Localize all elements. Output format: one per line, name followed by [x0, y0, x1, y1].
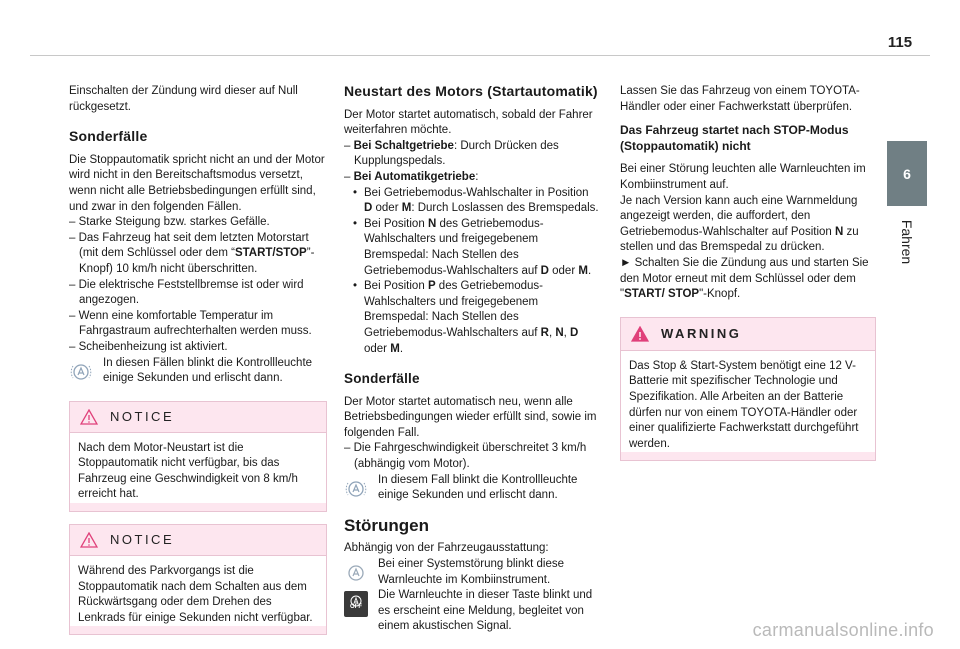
auto-stop-fault-lamp-icon — [344, 561, 368, 585]
auto-stop-warning-lamp-icon — [344, 477, 368, 501]
fault-button-text: Die Warnleuchte in dieser Taste blinkt und es erscheint eine Meldung, begleitet von einem akustischen Signal. — [378, 589, 593, 633]
notice-header — [70, 402, 326, 433]
notice-header — [70, 525, 326, 556]
column-right — [620, 84, 876, 473]
warning-text: Das Stop & Start-System benötigt eine 12 V-Batterie mit spezifischer Technologie und Spezifikation. Alle Arbeiten an der Batterie dürfen nur von einem TOYOTA-Händler oder einer qualifizierte Fachwerkstatt durchgeführt werden. — [629, 359, 859, 450]
list-item: – Die Fahrgeschwindigkeit überschreitet 3 km/h (abhängig vom Motor). — [344, 442, 587, 471]
list-item: – Die elektrische Feststellbremse ist oder wird angezogen. — [69, 278, 304, 307]
heading-stoerungen: Störungen — [344, 515, 429, 535]
notice-body — [70, 556, 326, 626]
list-item: – Wenn eine komfortable Temperatur im Fahrgastraum aufrechterhalten werden muss. — [69, 309, 312, 338]
chapter-tab[interactable]: 6 — [887, 141, 927, 206]
notice-text: Nach dem Motor-Neustart ist die Stoppautomatik nicht verfügbar, bis das Fahrzeug eine Geschwindigkeit von 8 km/h erreicht hat. — [78, 441, 298, 501]
intro-text: Einschalten der Zündung wird dieser auf Null rückgesetzt. — [69, 85, 298, 113]
list-item: – Bei Schaltgetriebe: Durch Drücken des Kupplungspedals. — [344, 139, 559, 168]
warning-box — [620, 317, 876, 462]
notice-text: Während des Parkvorgangs ist die Stoppautomatik nach dem Schalten aus dem Rückwärtsgang oder dem Drehen des Lenkrads für einige Sekunden nicht verfügbar. — [78, 565, 313, 624]
list-item: – Scheibenheizung ist aktiviert. — [69, 340, 228, 353]
auto-stop-warning-lamp-icon — [69, 360, 93, 384]
lamp-note — [344, 473, 600, 504]
page-number: 115 — [887, 34, 913, 51]
heading-sonderfaelle: Sonderfälle — [69, 128, 148, 145]
stop-start-off-button-icon: OFF — [344, 591, 368, 617]
column-middle — [344, 84, 600, 635]
warning-triangle-icon — [631, 326, 649, 342]
warning-triangle-icon — [80, 532, 98, 548]
warning-header — [621, 318, 875, 351]
list-item: • Bei Position P des Getriebemodus-Wahlschalters und freigegebenem Bremspedal: Nach Stellen des Getriebemodus-Wahlschalters auf R, N, D oder M. — [344, 279, 600, 357]
fault-lamp-text: Bei einer Systemstörung blinkt diese Warnleuchte im Kombiinstrument. — [378, 558, 565, 586]
warning-label: WARNING — [661, 325, 742, 341]
list-item: – Das Fahrzeug hat seit dem letzten Motorstart (mit dem Schlüssel oder dem “START/STOP”-Knopf) 10 km/h nicht überschritten. — [69, 231, 315, 275]
paragraph: Der Motor startet automatisch neu, wenn alle Betriebsbedingungen wieder erfüllt sind, sowie im folgenden Fall. — [344, 395, 597, 439]
fault-button-note — [344, 588, 600, 635]
chapter-title: Fahren — [899, 219, 916, 265]
notice-box-2 — [69, 524, 327, 635]
lamp-note-text: In diesen Fällen blinkt die Kontrollleuchte einige Sekunden und erlischt dann. — [103, 356, 313, 385]
paragraph: Abhängig von der Fahrzeugausstattung: — [344, 542, 549, 555]
paragraph: Bei einer Störung leuchten alle Warnleuchten im Kombiinstrument auf. — [620, 163, 866, 191]
heading-neustart: Neustart des Motors (Startautomatik) — [344, 83, 598, 99]
intro-text: Lassen Sie das Fahrzeug von einem TOYOTA-Händler oder einer Fachwerkstatt überprüfen. — [620, 85, 860, 113]
notice-label: NOTICE — [110, 532, 175, 548]
paragraph: Die Stoppautomatik spricht nicht an und der Motor wird nicht in den Bereitschaftsmodus versetzt, wenn nicht alle Betriebsbedingungen erfüllt sind, und zwar in den folgenden Fällen. — [69, 153, 325, 213]
heading-no-restart: Das Fahrzeug startet nach STOP-Modus (Stoppautomatik) nicht — [620, 123, 849, 153]
list-item: • Bei Position N des Getriebemodus-Wahlschalters und freigegebenem Bremspedal: Nach Stellen des Getriebemodus-Wahlschalters auf D oder M. — [344, 217, 600, 279]
paragraph: Je nach Version kann auch eine Warnmeldung angezeigt werden, die auffordert, den Getriebemodus-Wahlschalter auf Position N zu stellen und das Bremspedal zu drücken. — [620, 194, 859, 254]
notice-body — [70, 433, 326, 503]
paragraph: ► Schalten Sie die Zündung aus und starten Sie den Motor erneut mit dem Schlüssel oder dem "START/ STOP"-Knopf. — [620, 256, 869, 301]
list-item: • Bei Getriebemodus-Wahlschalter in Position D oder M: Durch Loslassen des Bremspedals. — [344, 186, 600, 217]
paragraph: Der Motor startet automatisch, sobald der Fahrer weiterfahren möchte. — [344, 108, 593, 137]
column-left — [69, 84, 327, 647]
list-item: – Starke Steigung bzw. starkes Gefälle. — [69, 216, 270, 229]
heading-sonderfaelle-2: Sonderfälle — [344, 371, 420, 387]
notice-label: NOTICE — [110, 408, 175, 424]
list-item: – Bei Automatikgetriebe: — [344, 170, 479, 183]
fault-lamp-note — [344, 557, 600, 588]
warning-triangle-icon — [80, 409, 98, 425]
lamp-note-text: In diesem Fall blinkt die Kontrollleuchte einige Sekunden und erlischt dann. — [378, 473, 578, 502]
lamp-note — [69, 356, 327, 387]
notice-box-1 — [69, 401, 327, 512]
watermark: carmanualsonline.info — [752, 620, 934, 640]
warning-body — [621, 351, 875, 453]
top-divider — [30, 55, 930, 56]
